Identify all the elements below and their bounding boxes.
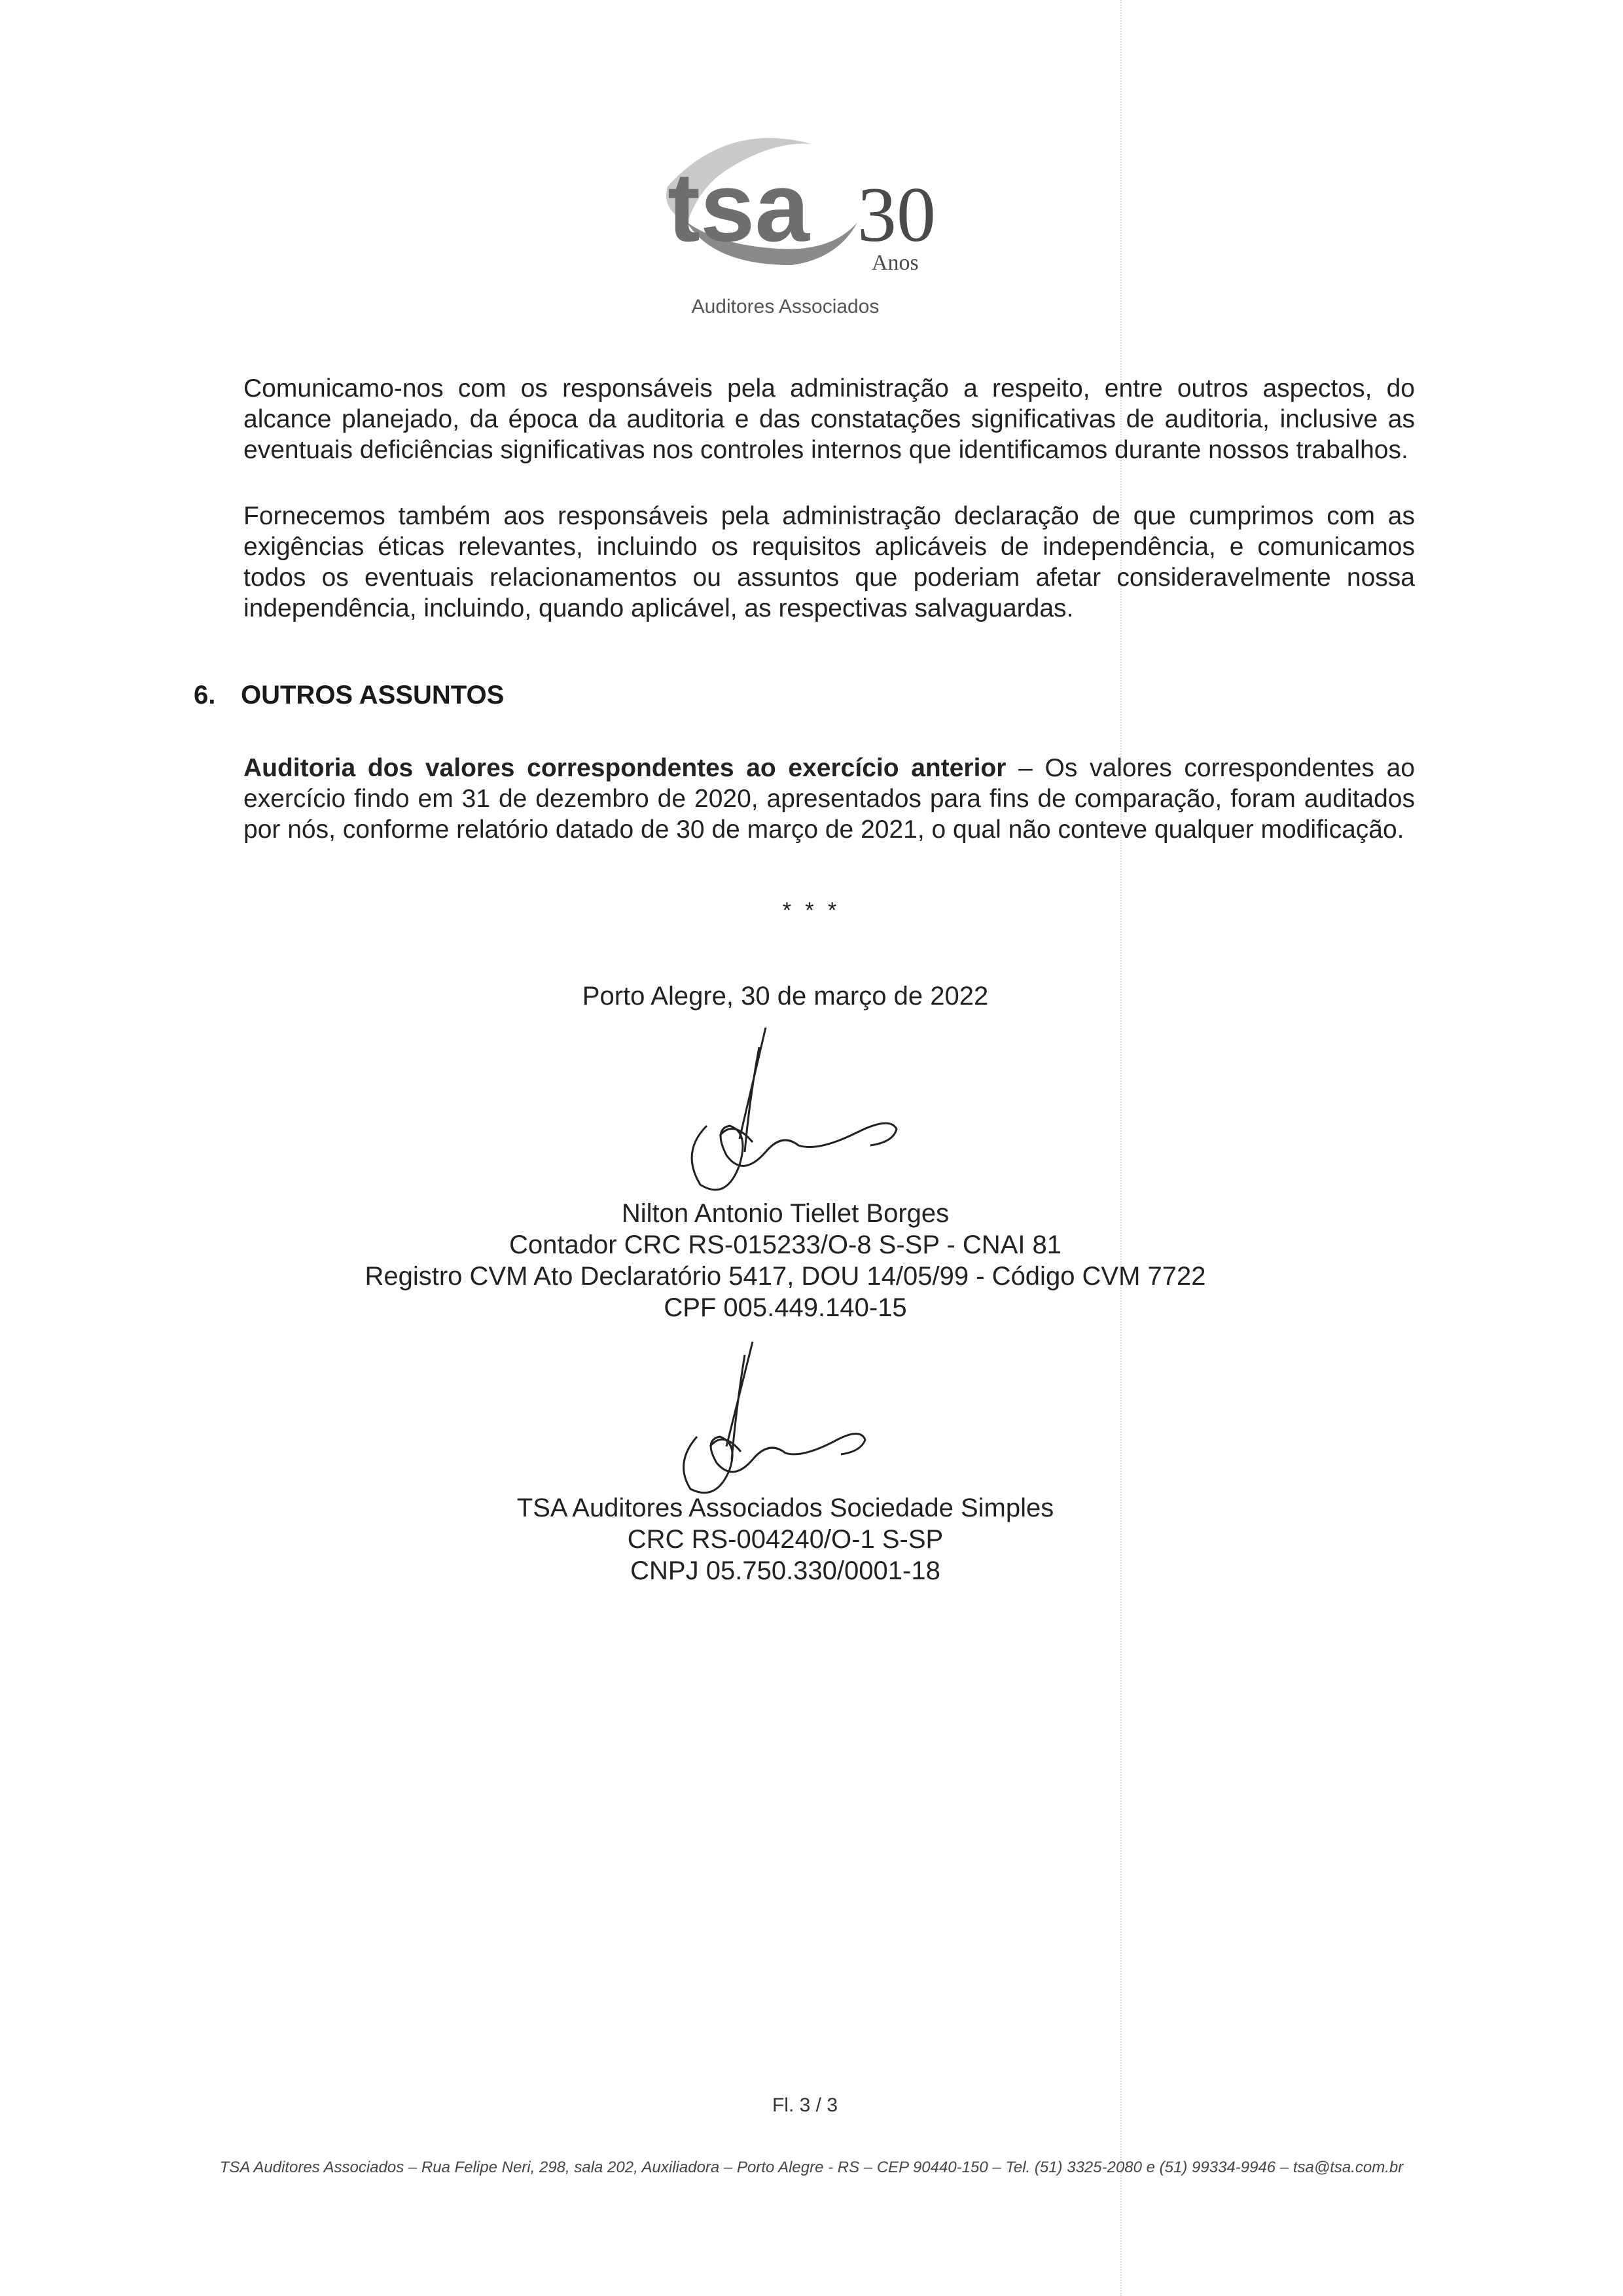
logo-caption: Auditores Associados xyxy=(691,296,880,317)
logo-anniversary-number: 30 xyxy=(857,171,936,258)
section-number: 6. xyxy=(194,681,216,709)
page-folio: Fl. 3 / 3 xyxy=(772,2094,838,2116)
logo-anniversary-word: Anos xyxy=(872,251,919,275)
place-and-date: Porto Alegre, 30 de março de 2022 xyxy=(582,982,989,1011)
signature-nilton xyxy=(668,1021,929,1217)
separator-stars: * * * xyxy=(782,898,841,923)
signature-firm xyxy=(661,1335,883,1512)
paragraph-prior-year-audit xyxy=(243,753,1415,845)
scan-fold-line xyxy=(1120,0,1122,2296)
paragraph-lead: Auditoria dos valores correspondentes ao exercício anterior xyxy=(243,754,1007,782)
company-logo xyxy=(641,124,995,334)
firm-crc: CRC RS-004240/O-1 S-SP xyxy=(627,1525,944,1554)
footer-address: TSA Auditores Associados – Rua Felipe Neri, 298, sala 202, Auxiliadora – Porto Alegre - RS – CEP 90440-150 – Tel. (51) 3325-2080 e (51) 99334-9946 – tsa@tsa.com.br xyxy=(219,2159,1404,2176)
firm-cnpj: CNPJ 05.750.330/0001-18 xyxy=(630,1556,940,1585)
signatory-cvm-registration: Registro CVM Ato Declaratório 5417, DOU 14/05/99 - Código CVM 7722 xyxy=(365,1262,1206,1291)
signatory-crc: Contador CRC RS-015233/O-8 S-SP - CNAI 81 xyxy=(508,1230,1062,1259)
signatory-name: Nilton Antonio Tiellet Borges xyxy=(621,1199,950,1228)
section-heading xyxy=(194,681,504,710)
paragraph-ethics-declaration: Fornecemos também aos responsáveis pela administração declaração de que cumprimos com as exigências éticas relevantes, incluindo os requisitos aplicáveis de independência, e comunicamos todos os eventuais relacionamentos ou assuntos que poderiam afetar consideravelmente nossa independência, incluindo, quando aplicável, as respectivas salvaguardas. xyxy=(243,502,1415,622)
paragraph-body: – Os valores correspondentes ao exercício findo em 31 de dezembro de 2020, apresentados para fins de comparação, foram auditados por nós, conforme relatório datado de 30 de março de 2021, o qual não conteve qualquer modificação. xyxy=(243,754,1415,844)
logo-tsa-text: tsa xyxy=(668,152,810,262)
paragraph-communication: Comunicamo-nos com os responsáveis pela administração a respeito, entre outros aspectos, do alcance planejado, da época da auditoria e das constatações significativas de auditoria, inclusive as eventuais deficiências significativas nos controles internos que identificamos durante nossos trabalhos. xyxy=(243,374,1415,464)
signatory-cpf: CPF 005.449.140-15 xyxy=(664,1293,907,1322)
firm-name: TSA Auditores Associados Sociedade Simples xyxy=(516,1494,1054,1522)
section-title: OUTROS ASSUNTOS xyxy=(241,681,505,709)
